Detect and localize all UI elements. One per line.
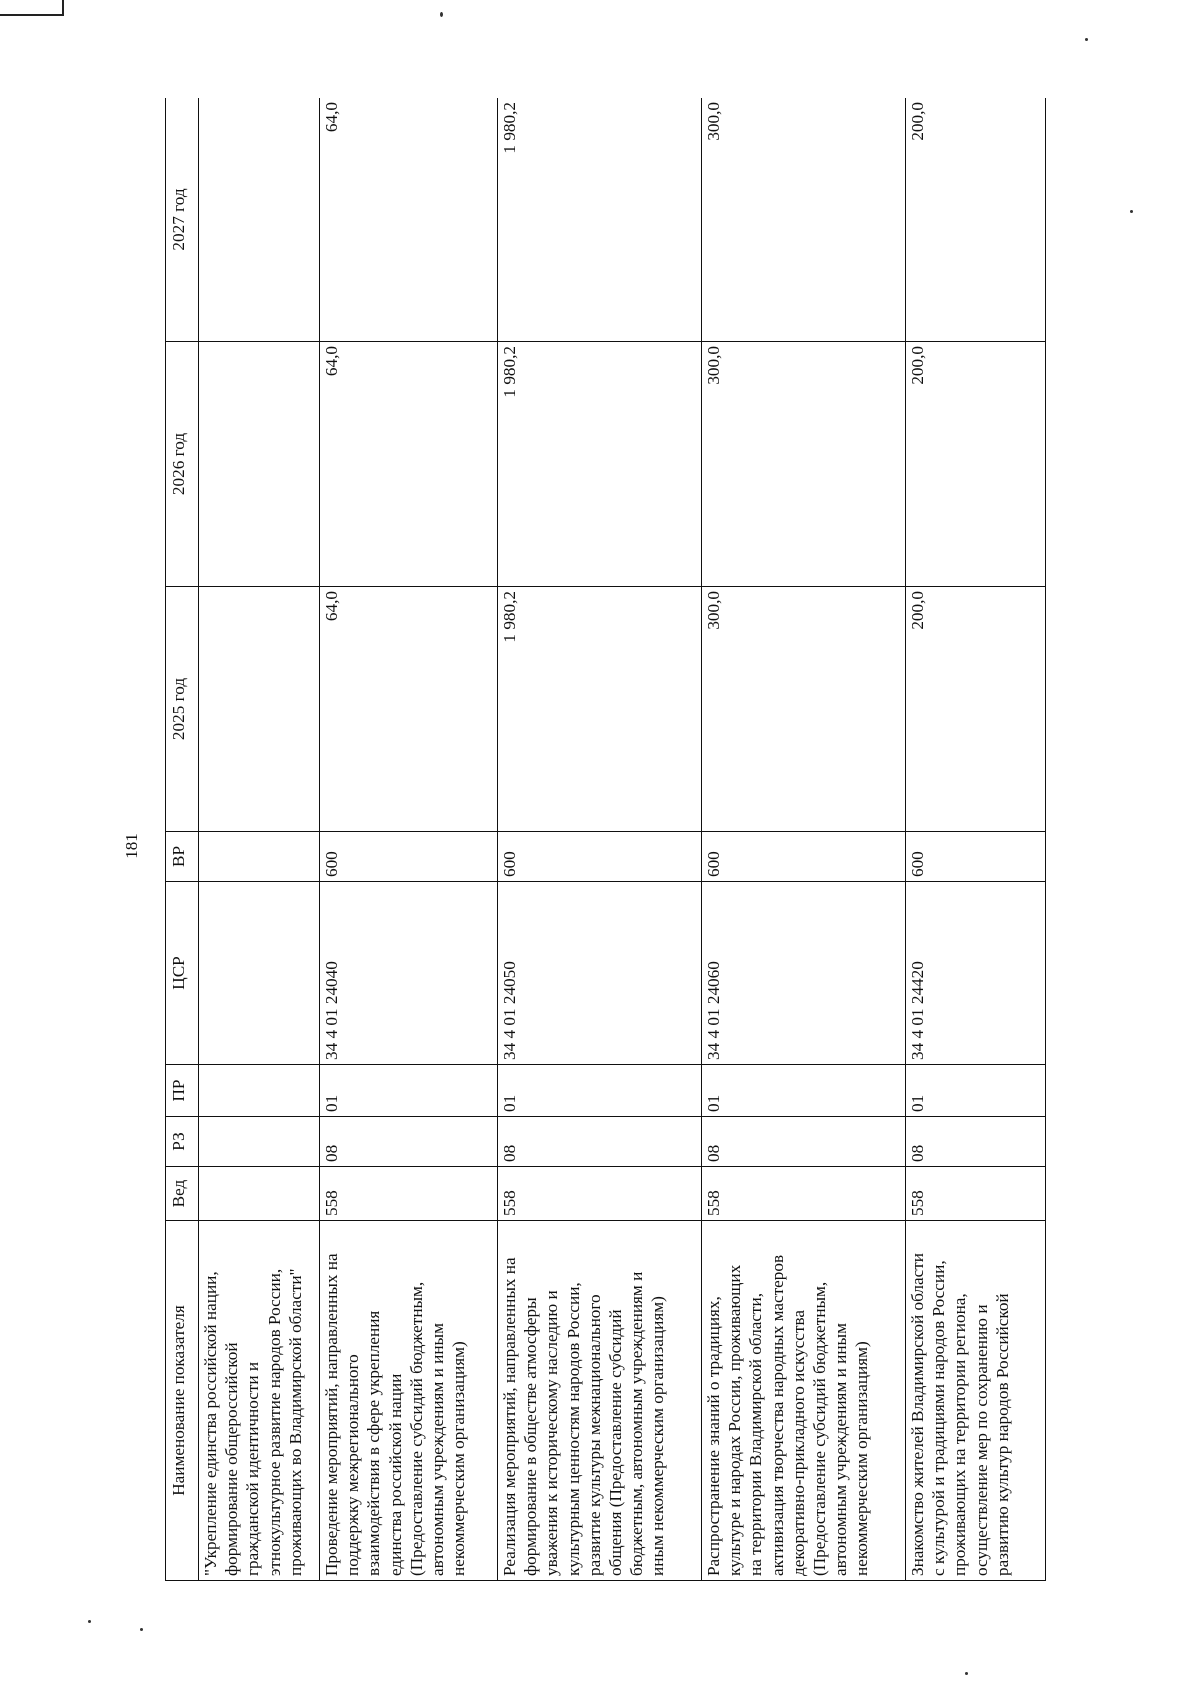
row-2025: 1 980,2	[498, 587, 702, 832]
row-name: Проведение мероприятий, направленных на поддержку межрегионального взаимодействия в сфере укрепления единства российской нации (Предоставление субсидий бюджетным, автономным учреждениям и иным некоммерческим организациям)	[320, 1221, 498, 1581]
row-vr: 600	[320, 832, 498, 882]
row-2027: 1 980,2	[498, 98, 702, 342]
row-pr: 01	[702, 1065, 906, 1117]
row-pr: 01	[906, 1065, 1046, 1117]
row-2026	[199, 342, 320, 587]
row-name: Реализация мероприятий, направленных на формирование в обществе атмосферы уважения к историческому наследию и культурным ценностям народов России, развитие культуры межнационального общения (Предоставление субсидий бюджетным, автономным учреждениям и иным некоммерческим организациям)	[498, 1221, 702, 1581]
row-ved: 558	[702, 1167, 906, 1221]
scan-corner-mark	[0, 0, 64, 16]
row-ved: 558	[906, 1167, 1046, 1221]
row-2026: 64,0	[320, 342, 498, 587]
scan-speck	[140, 1628, 143, 1631]
row-ved	[199, 1167, 320, 1221]
row-2025: 300,0	[702, 587, 906, 832]
row-2025	[199, 587, 320, 832]
row-2025: 200,0	[906, 587, 1046, 832]
rotated-table-container	[165, 98, 1189, 1581]
row-pr: 01	[320, 1065, 498, 1117]
table-row	[702, 98, 906, 1581]
row-vr: 600	[498, 832, 702, 882]
row-2026: 200,0	[906, 342, 1046, 587]
row-rz	[199, 1117, 320, 1167]
row-ved: 558	[498, 1167, 702, 1221]
row-2027: 200,0	[906, 98, 1046, 342]
header-2027: 2027 год	[166, 98, 199, 342]
scan-speck	[1085, 38, 1088, 41]
header-2025: 2025 год	[166, 587, 199, 832]
row-2026: 1 980,2	[498, 342, 702, 587]
row-rz: 08	[320, 1117, 498, 1167]
scan-speck	[965, 1672, 968, 1675]
row-csr: 34 4 01 24040	[320, 882, 498, 1065]
row-pr: 01	[498, 1065, 702, 1117]
row-csr: 34 4 01 24060	[702, 882, 906, 1065]
row-name: Знакомство жителей Владимирской области с культурой и традициями народов России, проживающих на территории региона, осуществление мер по сохранению и развитию культур народов Российской	[906, 1221, 1046, 1581]
row-csr: 34 4 01 24420	[906, 882, 1046, 1065]
rotated-table-area	[165, 98, 1189, 1581]
row-2025: 64,0	[320, 587, 498, 832]
table-row	[498, 98, 702, 1581]
row-name: Распространение знаний о традициях, культуре и народах России, проживающих на территории Владимирской области, активизация творчества народных мастеров декоративно-прикладного искусства (Предоставление субсидий бюджетным, автономным учреждениям и иным некоммерческим организациям)	[702, 1221, 906, 1581]
budget-table	[165, 98, 1046, 1581]
header-name: Наименование показателя	[166, 1221, 199, 1581]
page-number: 181	[122, 833, 141, 859]
row-vr: 600	[702, 832, 906, 882]
header-vr: ВР	[166, 832, 199, 882]
row-vr: 600	[906, 832, 1046, 882]
row-vr	[199, 832, 320, 882]
row-rz: 08	[498, 1117, 702, 1167]
row-pr	[199, 1065, 320, 1117]
row-name: "Укрепление единства российской нации, формирование общероссийской гражданской идентичности и этнокультурное развитие народов России, проживающих во Владимирской области"	[199, 1221, 320, 1581]
scan-speck	[88, 1620, 91, 1623]
row-ved: 558	[320, 1167, 498, 1221]
scan-speck	[440, 12, 443, 17]
row-2027: 300,0	[702, 98, 906, 342]
row-rz: 08	[906, 1117, 1046, 1167]
header-csr: ЦСР	[166, 882, 199, 1065]
table-row	[199, 98, 320, 1581]
table-row	[320, 98, 498, 1581]
row-2027	[199, 98, 320, 342]
row-rz: 08	[702, 1117, 906, 1167]
table-row	[906, 98, 1046, 1581]
scan-speck	[1130, 210, 1133, 213]
header-pr: ПР	[166, 1065, 199, 1117]
header-ved: Вед	[166, 1167, 199, 1221]
header-2026: 2026 год	[166, 342, 199, 587]
table-header-row	[166, 98, 199, 1581]
row-csr: 34 4 01 24050	[498, 882, 702, 1065]
row-csr	[199, 882, 320, 1065]
row-2026: 300,0	[702, 342, 906, 587]
row-2027: 64,0	[320, 98, 498, 342]
header-rz: РЗ	[166, 1117, 199, 1167]
